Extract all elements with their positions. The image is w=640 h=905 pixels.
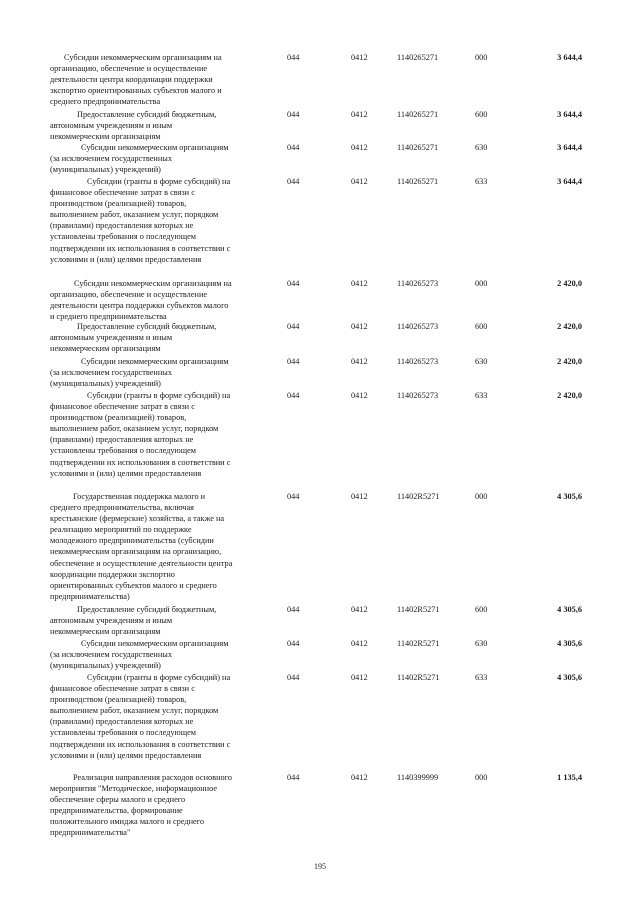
description-line: (правилами) предоставления которых не xyxy=(50,435,194,445)
target-article-code: 1140265273 xyxy=(397,357,439,366)
description-line: (муниципальных) учреждений) xyxy=(50,661,161,671)
description-line: (за исключением государственных xyxy=(50,368,172,378)
amount-value: 4 305,6 xyxy=(557,673,582,682)
row-description xyxy=(50,142,260,175)
ved-code: 044 xyxy=(287,773,300,782)
target-article-code: 1140265271 xyxy=(397,53,439,62)
section-code: 0412 xyxy=(351,673,368,682)
expense-type-code: 630 xyxy=(475,143,488,152)
description-line: (правилами) предоставления которых не xyxy=(50,221,194,231)
target-article-code: 1140399999 xyxy=(397,773,439,782)
target-article-code: 11402R5271 xyxy=(397,605,440,614)
description-line: Предоставление субсидий бюджетным, xyxy=(77,322,217,331)
row-description xyxy=(50,491,260,602)
description-line: некоммерческим организациям xyxy=(50,132,161,142)
description-line: предпринимательства, формирование xyxy=(50,806,183,816)
expense-type-code: 630 xyxy=(475,639,488,648)
amount-value: 4 305,6 xyxy=(557,492,582,501)
expense-type-code: 630 xyxy=(475,357,488,366)
expense-type-code: 000 xyxy=(475,279,488,288)
ved-code: 044 xyxy=(287,605,300,614)
expense-type-code: 600 xyxy=(475,110,488,119)
description-line: подтверждении их использования в соответствии с xyxy=(50,243,231,253)
ved-code: 044 xyxy=(287,177,300,186)
description-line: финансовое обеспечение затрат в связи с xyxy=(50,684,195,694)
description-line: предпринимательства) xyxy=(50,591,130,601)
description-line: обеспечение и осуществление деятельности центра xyxy=(50,558,233,568)
row-description xyxy=(50,772,260,839)
target-article-code: 1140265271 xyxy=(397,177,439,186)
description-line: реализацию мероприятий по поддержке xyxy=(50,525,192,535)
description-line: установлены требования о последующем xyxy=(50,446,197,456)
section-code: 0412 xyxy=(351,110,368,119)
section-code: 0412 xyxy=(351,391,368,400)
description-line: организацию, обеспечение и осуществление xyxy=(50,290,208,300)
description-line: установлены требования о последующем xyxy=(50,232,197,242)
description-line: Субсидии (гранты в форме субсидий) на xyxy=(87,177,231,186)
description-line: Реализация направления расходов основного xyxy=(73,773,233,782)
section-code: 0412 xyxy=(351,357,368,366)
target-article-code: 1140265271 xyxy=(397,143,439,152)
amount-value: 2 420,0 xyxy=(557,391,582,400)
ved-code: 044 xyxy=(287,492,300,501)
ved-code: 044 xyxy=(287,322,300,331)
description-line: некоммерческим организациям xyxy=(50,627,161,637)
description-line: условиями и (или) целями предоставления xyxy=(50,468,202,478)
description-line: (правилами) предоставления которых не xyxy=(50,717,194,727)
description-line: Субсидии некоммерческим организациям xyxy=(81,143,229,152)
ved-code: 044 xyxy=(287,143,300,152)
description-line: молодежного предпринимательства (субсидии xyxy=(50,536,214,546)
target-article-code: 1140265273 xyxy=(397,279,439,288)
amount-value: 3 644,4 xyxy=(557,143,582,152)
description-line: Предоставление субсидий бюджетным, xyxy=(77,605,217,614)
ved-code: 044 xyxy=(287,639,300,648)
ved-code: 044 xyxy=(287,391,300,400)
amount-value: 2 420,0 xyxy=(557,322,582,331)
row-description xyxy=(50,321,260,354)
description-line: (муниципальных) учреждений) xyxy=(50,379,161,389)
description-line: организацию, обеспечение и осуществление xyxy=(50,64,208,74)
description-line: Субсидии некоммерческим организациям на xyxy=(64,53,222,62)
row-description xyxy=(50,176,260,265)
target-article-code: 1140265273 xyxy=(397,391,439,400)
section-code: 0412 xyxy=(351,639,368,648)
row-description xyxy=(50,604,260,637)
amount-value: 2 420,0 xyxy=(557,357,582,366)
description-line: установлены требования о последующем xyxy=(50,728,197,738)
description-line: (муниципальных) учреждений) xyxy=(50,165,161,175)
section-code: 0412 xyxy=(351,143,368,152)
row-description xyxy=(50,672,260,761)
expense-type-code: 633 xyxy=(475,177,488,186)
description-line: деятельности центра поддержки субъектов малого xyxy=(50,301,229,311)
row-description xyxy=(50,278,260,322)
expense-type-code: 000 xyxy=(475,492,488,501)
description-line: (за исключением государственных xyxy=(50,154,172,164)
amount-value: 3 644,4 xyxy=(557,110,582,119)
page-number: 195 xyxy=(314,862,326,871)
description-line: среднего предпринимательства xyxy=(50,97,161,107)
description-line: автономным учреждениям и иным xyxy=(50,121,173,131)
description-line: крестьянские (фермерские) хозяйства, а также на xyxy=(50,514,225,524)
row-description xyxy=(50,52,260,107)
target-article-code: 11402R5271 xyxy=(397,673,440,682)
amount-value: 3 644,4 xyxy=(557,53,582,62)
row-description xyxy=(50,109,260,142)
section-code: 0412 xyxy=(351,773,368,782)
amount-value: 4 305,6 xyxy=(557,605,582,614)
expense-type-code: 000 xyxy=(475,773,488,782)
description-line: Субсидии некоммерческим организациям xyxy=(81,357,229,366)
amount-value: 3 644,4 xyxy=(557,177,582,186)
amount-value: 1 135,4 xyxy=(557,773,582,782)
description-line: координации поддержки экспортно xyxy=(50,569,175,579)
expense-type-code: 633 xyxy=(475,673,488,682)
description-line: некоммерческим организациям xyxy=(50,344,161,354)
expense-type-code: 000 xyxy=(475,53,488,62)
description-line: некоммерческим организациям на организацию, xyxy=(50,547,222,557)
description-line: условиями и (или) целями предоставления xyxy=(50,750,202,760)
row-description xyxy=(50,356,260,389)
description-line: финансовое обеспечение затрат в связи с xyxy=(50,188,195,198)
description-line: положительного имиджа малого и среднего xyxy=(50,817,205,827)
amount-value: 4 305,6 xyxy=(557,639,582,648)
description-line: финансовое обеспечение затрат в связи с xyxy=(50,402,195,412)
expense-type-code: 633 xyxy=(475,391,488,400)
section-code: 0412 xyxy=(351,492,368,501)
description-line: производством (реализацией) товаров, xyxy=(50,695,187,705)
description-line: подтверждении их использования в соответствии с xyxy=(50,457,231,467)
description-line: мероприятия "Методическое, информационное xyxy=(50,784,218,794)
target-article-code: 1140265273 xyxy=(397,322,439,331)
section-code: 0412 xyxy=(351,177,368,186)
expense-type-code: 600 xyxy=(475,605,488,614)
row-description xyxy=(50,390,260,479)
ved-code: 044 xyxy=(287,357,300,366)
description-line: подтверждении их использования в соответствии с xyxy=(50,739,231,749)
row-description xyxy=(50,638,260,671)
description-line: выполнением работ, оказанием услуг, порядком xyxy=(50,424,219,434)
description-line: экспортно ориентированных субъектов малого и xyxy=(50,86,222,96)
description-line: Предоставление субсидий бюджетным, xyxy=(77,110,217,119)
target-article-code: 11402R5271 xyxy=(397,492,440,501)
description-line: обеспечение сферы малого и среднего xyxy=(50,795,186,805)
ved-code: 044 xyxy=(287,53,300,62)
section-code: 0412 xyxy=(351,279,368,288)
description-line: Субсидии (гранты в форме субсидий) на xyxy=(87,673,231,682)
description-line: Субсидии некоммерческим организациям xyxy=(81,639,229,648)
amount-value: 2 420,0 xyxy=(557,279,582,288)
description-line: выполнением работ, оказанием услуг, порядком xyxy=(50,706,219,716)
ved-code: 044 xyxy=(287,279,300,288)
description-line: производством (реализацией) товаров, xyxy=(50,199,187,209)
description-line: производством (реализацией) товаров, xyxy=(50,413,187,423)
description-line: (за исключением государственных xyxy=(50,650,172,660)
description-line: автономным учреждениям и иным xyxy=(50,333,173,343)
description-line: среднего предпринимательства, включая xyxy=(50,503,194,513)
section-code: 0412 xyxy=(351,53,368,62)
description-line: предпринимательства" xyxy=(50,828,131,838)
description-line: Государственная поддержка малого и xyxy=(73,492,206,501)
ved-code: 044 xyxy=(287,110,300,119)
target-article-code: 11402R5271 xyxy=(397,639,440,648)
description-line: Субсидии (гранты в форме субсидий) на xyxy=(87,391,231,400)
description-line: и среднего предпринимательства xyxy=(50,312,167,322)
description-line: выполнением работ, оказанием услуг, порядком xyxy=(50,210,219,220)
description-line: Субсидии некоммерческим организациям на xyxy=(74,279,232,288)
description-line: условиями и (или) целями предоставления xyxy=(50,254,202,264)
description-line: деятельности центра координации поддержки xyxy=(50,75,213,85)
ved-code: 044 xyxy=(287,673,300,682)
target-article-code: 1140265271 xyxy=(397,110,439,119)
description-line: ориентированных субъектов малого и среднего xyxy=(50,580,217,590)
description-line: автономным учреждениям и иным xyxy=(50,616,173,626)
expense-type-code: 600 xyxy=(475,322,488,331)
section-code: 0412 xyxy=(351,605,368,614)
section-code: 0412 xyxy=(351,322,368,331)
